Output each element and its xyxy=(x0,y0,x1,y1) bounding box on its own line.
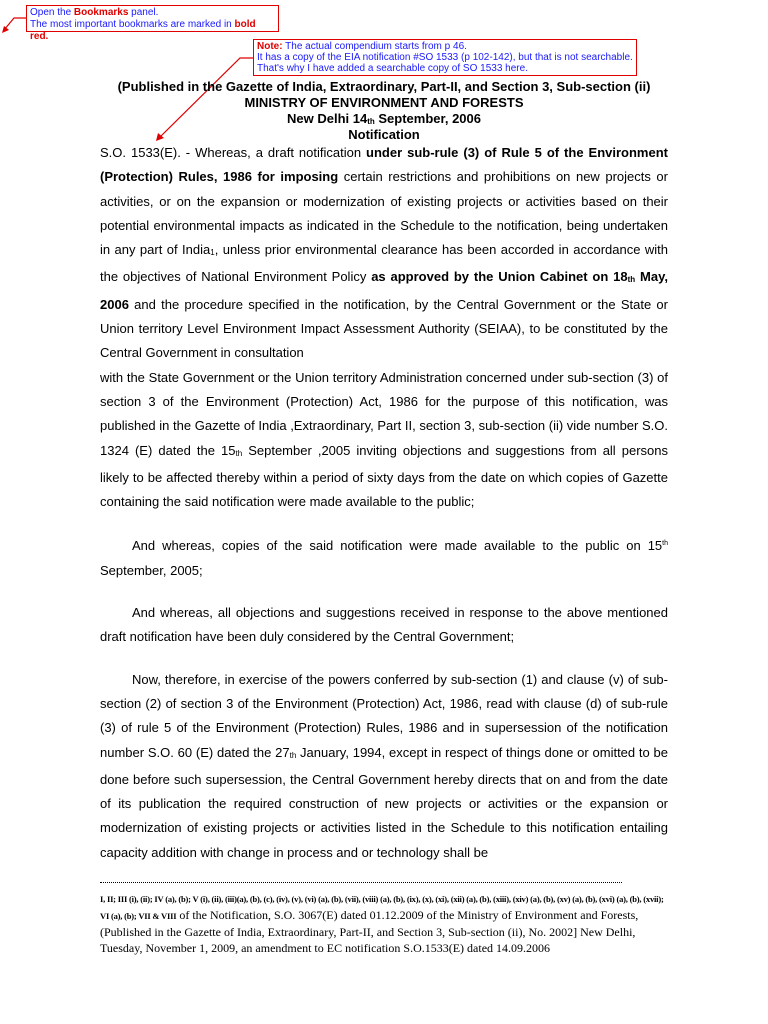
note-annotation xyxy=(253,39,637,76)
bookmarks-annotation-line2: The most important bookmarks are marked in bold red. xyxy=(30,19,256,42)
paragraph-2: And whereas, copies of the said notification were made available to the public on 15th September, 2005; xyxy=(100,538,668,578)
paragraph-1: S.O. 1533(E). - Whereas, a draft notification under sub-rule (3) of Rule 5 of the Environment (Protection) Rules, 1986 for imposing certain restrictions and prohibitions on new projects or activities, or on the expansion or modernization of existing projects or activities based on their potential environmental impacts as indicated in the Schedule to the notification, being undertaken in any part of India1, unless prior environmental clearance has been accorded in accordance with the objectives of National Environment Policy as approved by the Union Cabinet on 18th May, 2006 and the procedure specified in the notification, by the Central Government or the State or Union territory Level Environment Impact Assessment Authority (SEIAA), to be constituted by the Central Government in consultation xyxy=(100,145,668,361)
footnote-separator xyxy=(100,882,622,883)
paragraph-3: And whereas, all objections and suggestions received in response to the above mentioned draft notification have been duly considered by the Central Government; xyxy=(100,605,668,645)
note-annotation-line2: It has a copy of the EIA notification #SO 1533 (p 102-142), but that is not searchable. xyxy=(257,52,633,63)
footnote xyxy=(100,890,668,956)
gazette-line: (Published in the Gazette of India, Extraordinary, Part-II, and Section 3, Sub-section (ii) xyxy=(117,79,651,94)
bookmarks-annotation xyxy=(26,5,279,42)
note-annotation-line1: Note: The actual compendium starts from p 46. xyxy=(257,41,467,52)
paragraph-1-continued: with the State Government or the Union territory Administration concerned under sub-section (3) of section 3 of the Environment (Protection) Act, 1986 for the purpose of this notification, was published in the Gazette of India ,Extraordinary, Part II, section 3, sub-section (ii) vide number S.O. 1324 (E) dated the 15th September ,2005 inviting objections and suggestions from all persons likely to be affected thereby within a period of sixty days from the date on which copies of Gazette containing the said notification were made available to the public; xyxy=(100,369,668,510)
ministry-heading: MINISTRY OF ENVIRONMENT AND FORESTS xyxy=(244,95,524,110)
bookmarks-annotation-line1: Open the Bookmarks panel. xyxy=(30,7,159,18)
notification-body xyxy=(100,141,668,865)
notification-title: Notification xyxy=(348,127,420,142)
paragraph-4: Now, therefore, in exercise of the powers conferred by sub-section (1) and clause (v) of sub-section (2) of section 3 of the Environment (Protection) Act, 1986, read with clause (d) of sub-rule (3) of rule 5 of the Environment (Protection) Rules, 1986 and in supersession of the notification number S.O. 60 (E) dated the 27th January, 1994, except in respect of things done or omitted to be done before such supersession, the Central Government hereby directs that on and from the date of its publication the required construction of new projects or activities or the expansion or modernization of existing projects or activities listed in the Schedule to this notification entailing capacity addition with change in process and or technology shall be xyxy=(100,671,668,860)
date-line: New Delhi 14th September, 2006 xyxy=(287,111,481,126)
note-annotation-line3: That's why I have added a searchable copy of SO 1533 here. xyxy=(257,63,528,74)
footnote-clauses: I, II; III (i), (ii); IV (a), (b); V (i), (ii), (iii)(a), (b), (c), (iv), (v), (vi) (a), (b), (vii), (viii) (a), (b), (ix), (x), (xi), (xii) (a), (b), (xiii), (xiv) (a), (b), (xv) (a), (b), (xvi) (a), (b), (xvii); VI (a), (b); VII & VIII xyxy=(100,894,664,921)
footnote-text: of the Notification, S.O. 3067(E) dated 01.12.2009 of the Ministry of Environment and Forests, (Published in the Gazette of India, Extraordinary, Part-II, and Section 3, Sub-section (ii), No. 2002] New Delhi, Tuesday, November 1, 2009, an amendment to EC notification S.O.1533(E) dated 14.09.2006 xyxy=(100,908,639,955)
